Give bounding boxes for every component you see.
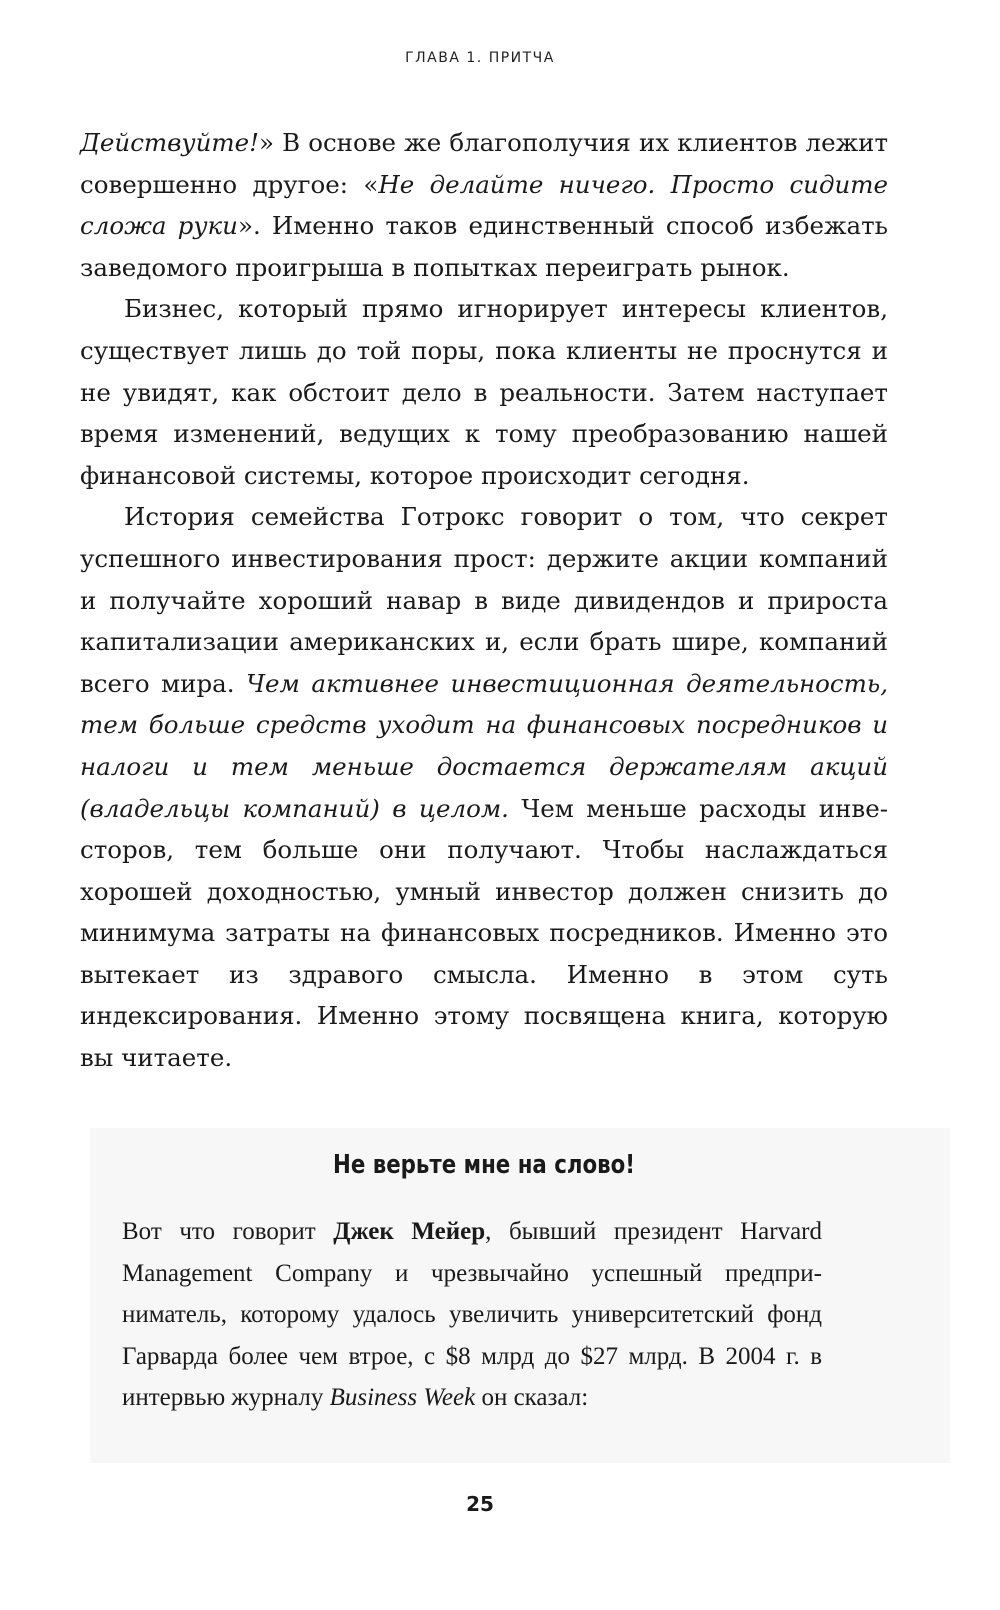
text-run: История семейства Готрокс говорит о том, что секрет успешного инвестирования прост: держите акции компаний и получайте хороший навар в виде дивидендов и прироста капитализации американских и, если брать шире, компаний всего мира. xyxy=(80,502,888,698)
text-run: Чем меньше расходы инвесторов, тем больше они получают. Чтобы наслаждаться хорошей доходностью, умный инвестор должен снизить до минимума затраты на финансовых посредников. Именно это вытекает из здравого смысла. Именно в этом суть индексирования. Именно этому посвящена книга, которую вы читаете. xyxy=(80,793,888,1073)
main-text xyxy=(80,122,888,1079)
page-number: 25 xyxy=(466,1492,494,1516)
italic-text: Чем активнее инвестиционная деятельность, тем больше средств уходит на финансовых посредников и налоги и тем меньше достается держателям акций (владельцы компаний) в целом. xyxy=(80,668,889,823)
sidebar-text xyxy=(122,1211,822,1419)
text-run: , бывший президент Harvard Management Company и чрезвычайно успешный предприниматель, которому удалось увеличить университетский фонд Гарварда более чем втрое, с $8 млрд до $27 млрд. В 2004 г. в интервью журналу xyxy=(122,1218,823,1411)
paragraph: Бизнес, который прямо игнорирует интересы клиентов, существует лишь до той поры, пока клиенты не проснутся и не увидят, как обстоит дело в реальности. Затем наступает время изменений, ведущих к тому преобразованию нашей финансовой системы, которое происходит сегодня. xyxy=(80,294,888,490)
italic-text: Действуйте! xyxy=(80,128,259,157)
running-head: ГЛАВА 1. ПРИТЧА xyxy=(405,50,555,66)
person-name: Джек Мейер xyxy=(333,1218,486,1245)
paragraph xyxy=(80,122,888,288)
text-run: » В основе же благополучия их клиентов лежит совершенно другое: « xyxy=(80,128,888,199)
sidebar-title: Не верьте мне на слово! xyxy=(332,1150,635,1180)
text-run: он сказал: xyxy=(475,1384,589,1411)
italic-text: Не делайте ничего. Просто сидите сложа руки xyxy=(80,169,888,241)
text-run: Вот что говорит xyxy=(122,1218,334,1245)
text-run: ». Именно таков единственный способ избежать заведомого проигрыша в попытках переиграть рынок. xyxy=(80,211,888,282)
paragraph xyxy=(80,496,888,1078)
magazine-name: Business Week xyxy=(329,1384,476,1411)
